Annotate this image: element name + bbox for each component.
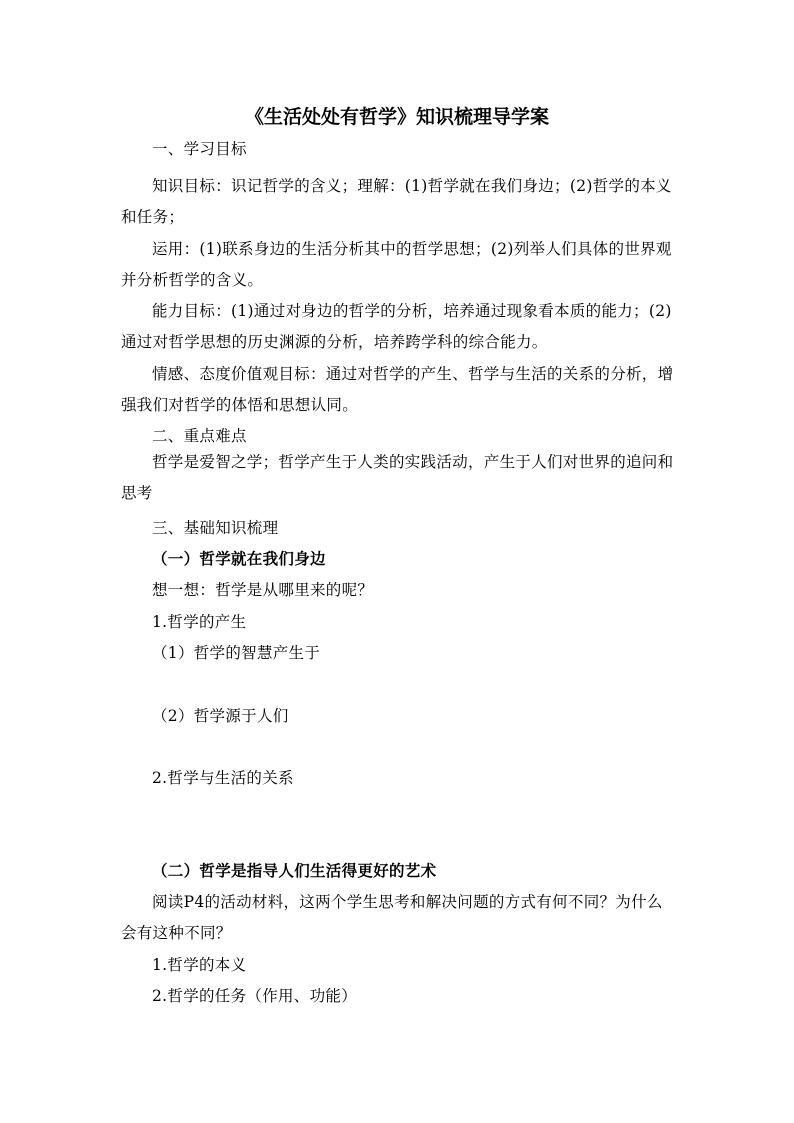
item-philosophy-and-life: 2.哲学与生活的关系 [152, 769, 294, 787]
item-original-meaning: 1.哲学的本义 [152, 956, 247, 974]
reading-prompt-line-2: 会有这种不同？ [121, 924, 232, 942]
key-points-line-1: 哲学是爱智之学；哲学产生于人类的实践活动，产生于人们对世界的追问和 [152, 453, 674, 471]
item-origin-source: （2）哲学源于人们 [152, 707, 289, 725]
subsection-heading-2: （二）哲学是指导人们生活得更好的艺术 [152, 861, 437, 880]
think-question: 想一想：哲学是从哪里来的呢？ [152, 581, 374, 599]
emotion-goal-line-1: 情感、态度价值观目标：通过对哲学的产生、哲学与生活的关系的分析，增 [152, 365, 674, 383]
apply-goal-line-2: 并分析哲学的含义。 [121, 271, 264, 289]
section-heading-goals: 一、学习目标 [152, 140, 247, 158]
section-heading-knowledge: 三、基础知识梳理 [152, 519, 279, 537]
subsection-heading-1: （一）哲学就在我们身边 [152, 549, 326, 568]
section-heading-key-points: 二、重点难点 [152, 427, 247, 445]
page-title: 《生活处处有哲学》知识梳理导学案 [244, 106, 549, 128]
reading-prompt-line-1: 阅读P4的活动材料，这两个学生思考和解决问题的方式有何不同？为什么 [152, 893, 663, 911]
key-points-line-2: 思考 [121, 484, 153, 502]
ability-goal-line-1: 能力目标：(1)通过对身边的哲学的分析，培养通过现象看本质的能力；(2) [152, 302, 672, 320]
emotion-goal-line-2: 强我们对哲学的体悟和思想认同。 [121, 396, 359, 414]
item-origin-of-philosophy: 1.哲学的产生 [152, 613, 247, 631]
ability-goal-line-2: 通过对哲学思想的历史渊源的分析，培养跨学科的综合能力。 [121, 333, 548, 351]
item-origin-wisdom: （1）哲学的智慧产生于 [152, 644, 321, 662]
knowledge-goal-line-2: 和任务； [121, 208, 185, 226]
item-task-of-philosophy: 2.哲学的任务（作用、功能） [152, 987, 357, 1005]
apply-goal-line-1: 运用：(1)联系身边的生活分析其中的哲学思想；(2)列举人们具体的世界观 [152, 240, 672, 258]
knowledge-goal-line-1: 知识目标：识记哲学的含义；理解：(1)哲学就在我们身边；(2)哲学的本义 [152, 177, 672, 195]
